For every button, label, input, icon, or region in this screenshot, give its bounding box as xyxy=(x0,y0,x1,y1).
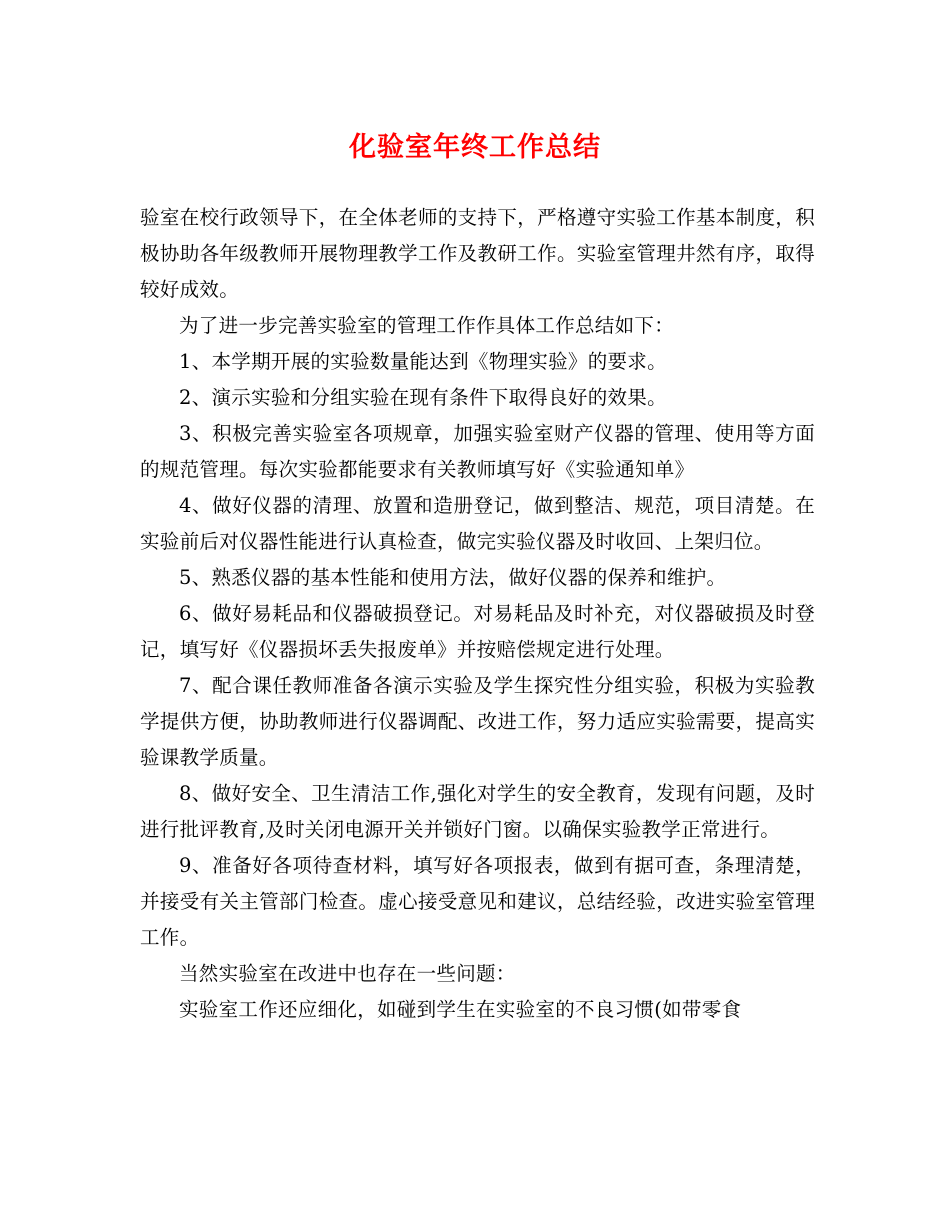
paragraph-item-3: 3、积极完善实验室各项规章，加强实验室财产仪器的管理、使用等方面的规范管理。每次实验都能要求有关教师填写好《实验通知单》 xyxy=(140,422,815,481)
document-body xyxy=(140,200,815,1028)
paragraph-item-8: 8、做好安全、卫生清洁工作,强化对学生的安全教育，发现有问题，及时进行批评教育,及时关闭电源开关并锁好门窗。以确保实验教学正常进行。 xyxy=(140,782,815,841)
paragraph-item-5: 5、熟悉仪器的基本性能和使用方法，做好仪器的保养和维护。 xyxy=(179,566,727,589)
paragraph-item-1: 1、本学期开展的实验数量能达到《物理实验》的要求。 xyxy=(179,350,667,373)
paragraph-item-7: 7、配合课任教师准备各演示实验及学生探究性分组实验，积极为实验教学提供方便，协助教师进行仪器调配、改进工作，努力适应实验需要，提高实验课教学质量。 xyxy=(140,674,815,769)
paragraph-intro: 验室在校行政领导下，在全体老师的支持下，严格遵守实验工作基本制度，积极协助各年级教师开展物理教学工作及教研工作。实验室管理井然有序，取得较好成效。 xyxy=(140,206,815,301)
paragraph-item-2: 2、演示实验和分组实验在现有条件下取得良好的效果。 xyxy=(179,386,667,409)
paragraph-item-4: 4、做好仪器的清理、放置和造册登记，做到整洁、规范，项目清楚。在实验前后对仪器性能进行认真检查，做完实验仪器及时收回、上架归位。 xyxy=(140,494,815,553)
document-title: 化验室年终工作总结 xyxy=(349,132,601,163)
paragraph-problems-lead: 当然实验室在改进中也存在一些问题： xyxy=(179,962,516,985)
paragraph-problems-detail: 实验室工作还应细化，如碰到学生在实验室的不良习惯(如带零食 xyxy=(179,998,742,1021)
paragraph-item-6: 6、做好易耗品和仪器破损登记。对易耗品及时补充，对仪器破损及时登记，填写好《仪器损坏丢失报废单》并按赔偿规定进行处理。 xyxy=(140,602,815,661)
paragraph-item-9: 9、准备好各项待查材料，填写好各项报表，做到有据可查，条理清楚，并接受有关主管部门检查。虚心接受意见和建议，总结经验，改进实验室管理工作。 xyxy=(140,854,815,949)
paragraph-summary-lead: 为了进一步完善实验室的管理工作作具体工作总结如下： xyxy=(179,314,675,337)
